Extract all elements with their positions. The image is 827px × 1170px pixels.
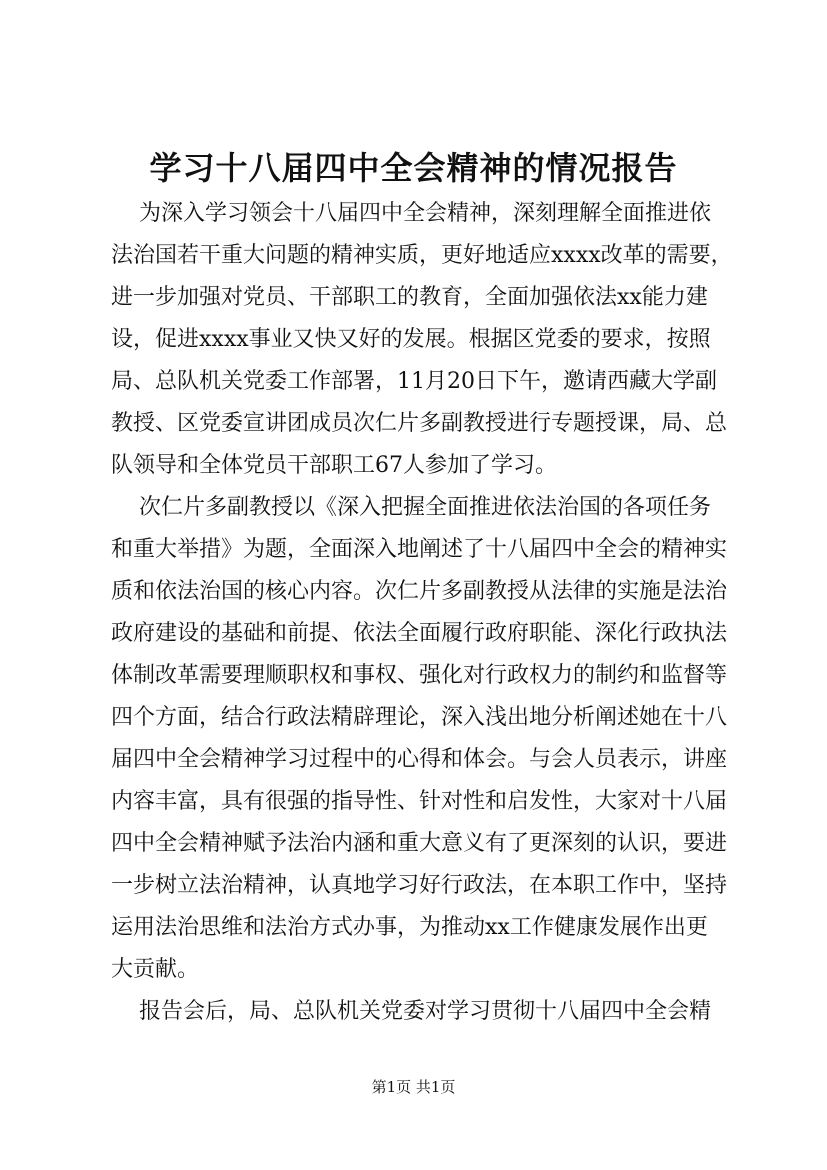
body-line: 局、总队机关党委工作部署，11月20日下午，邀请西藏大学副 bbox=[111, 369, 717, 394]
body-line: 体制改革需要理顺职权和事权、强化对行政权力的制约和监督等 bbox=[111, 663, 728, 688]
body-line: 队领导和全体党员干部职工67人参加了学习。 bbox=[111, 453, 557, 478]
body-line: 次仁片多副教授以《深入把握全面推进依法治国的各项任务 bbox=[111, 495, 711, 520]
body-line: 和重大举措》为题，全面深入地阐述了十八届四中全会的精神实 bbox=[111, 537, 728, 562]
body-line: 法治国若干重大问题的精神实质，更好地适应xxxx改革的需要， bbox=[111, 243, 733, 268]
body-line: 大贡献。 bbox=[111, 957, 200, 982]
body-line: 为深入学习领会十八届四中全会精神，深刻理解全面推进依 bbox=[111, 201, 711, 226]
body-line: 政府建设的基础和前提、依法全面履行政府职能、深化行政执法 bbox=[111, 621, 728, 646]
body-line: 进一步加强对党员、干部职工的教育，全面加强依法xx能力建 bbox=[111, 285, 708, 310]
body-line: 运用法治思维和法治方式办事，为推动xx工作健康发展作出更 bbox=[111, 915, 708, 940]
body-line: 报告会后，局、总队机关党委对学习贯彻十八届四中全会精 bbox=[111, 999, 711, 1024]
body-line: 届四中全会精神学习过程中的心得和体会。与会人员表示，讲座 bbox=[111, 747, 728, 772]
body-line: 四个方面，结合行政法精辟理论，深入浅出地分析阐述她在十八 bbox=[111, 705, 728, 730]
document-body bbox=[111, 193, 747, 1033]
body-line: 一步树立法治精神，认真地学习好行政法，在本职工作中，坚持 bbox=[111, 873, 728, 898]
body-line: 四中全会精神赋予法治内涵和重大意义有了更深刻的认识，要进 bbox=[111, 831, 728, 856]
page-footer: 第1页 共1页 bbox=[371, 1078, 456, 1096]
document-title: 学习十八届四中全会精神的情况报告 bbox=[149, 149, 678, 187]
body-line: 设，促进xxxx事业又快又好的发展。根据区党委的要求，按照 bbox=[111, 327, 711, 352]
body-line: 质和依法治国的核心内容。次仁片多副教授从法律的实施是法治 bbox=[111, 579, 728, 604]
body-line: 教授、区党委宣讲团成员次仁片多副教授进行专题授课，局、总 bbox=[111, 411, 728, 436]
body-line: 内容丰富，具有很强的指导性、针对性和启发性，大家对十八届 bbox=[111, 789, 728, 814]
